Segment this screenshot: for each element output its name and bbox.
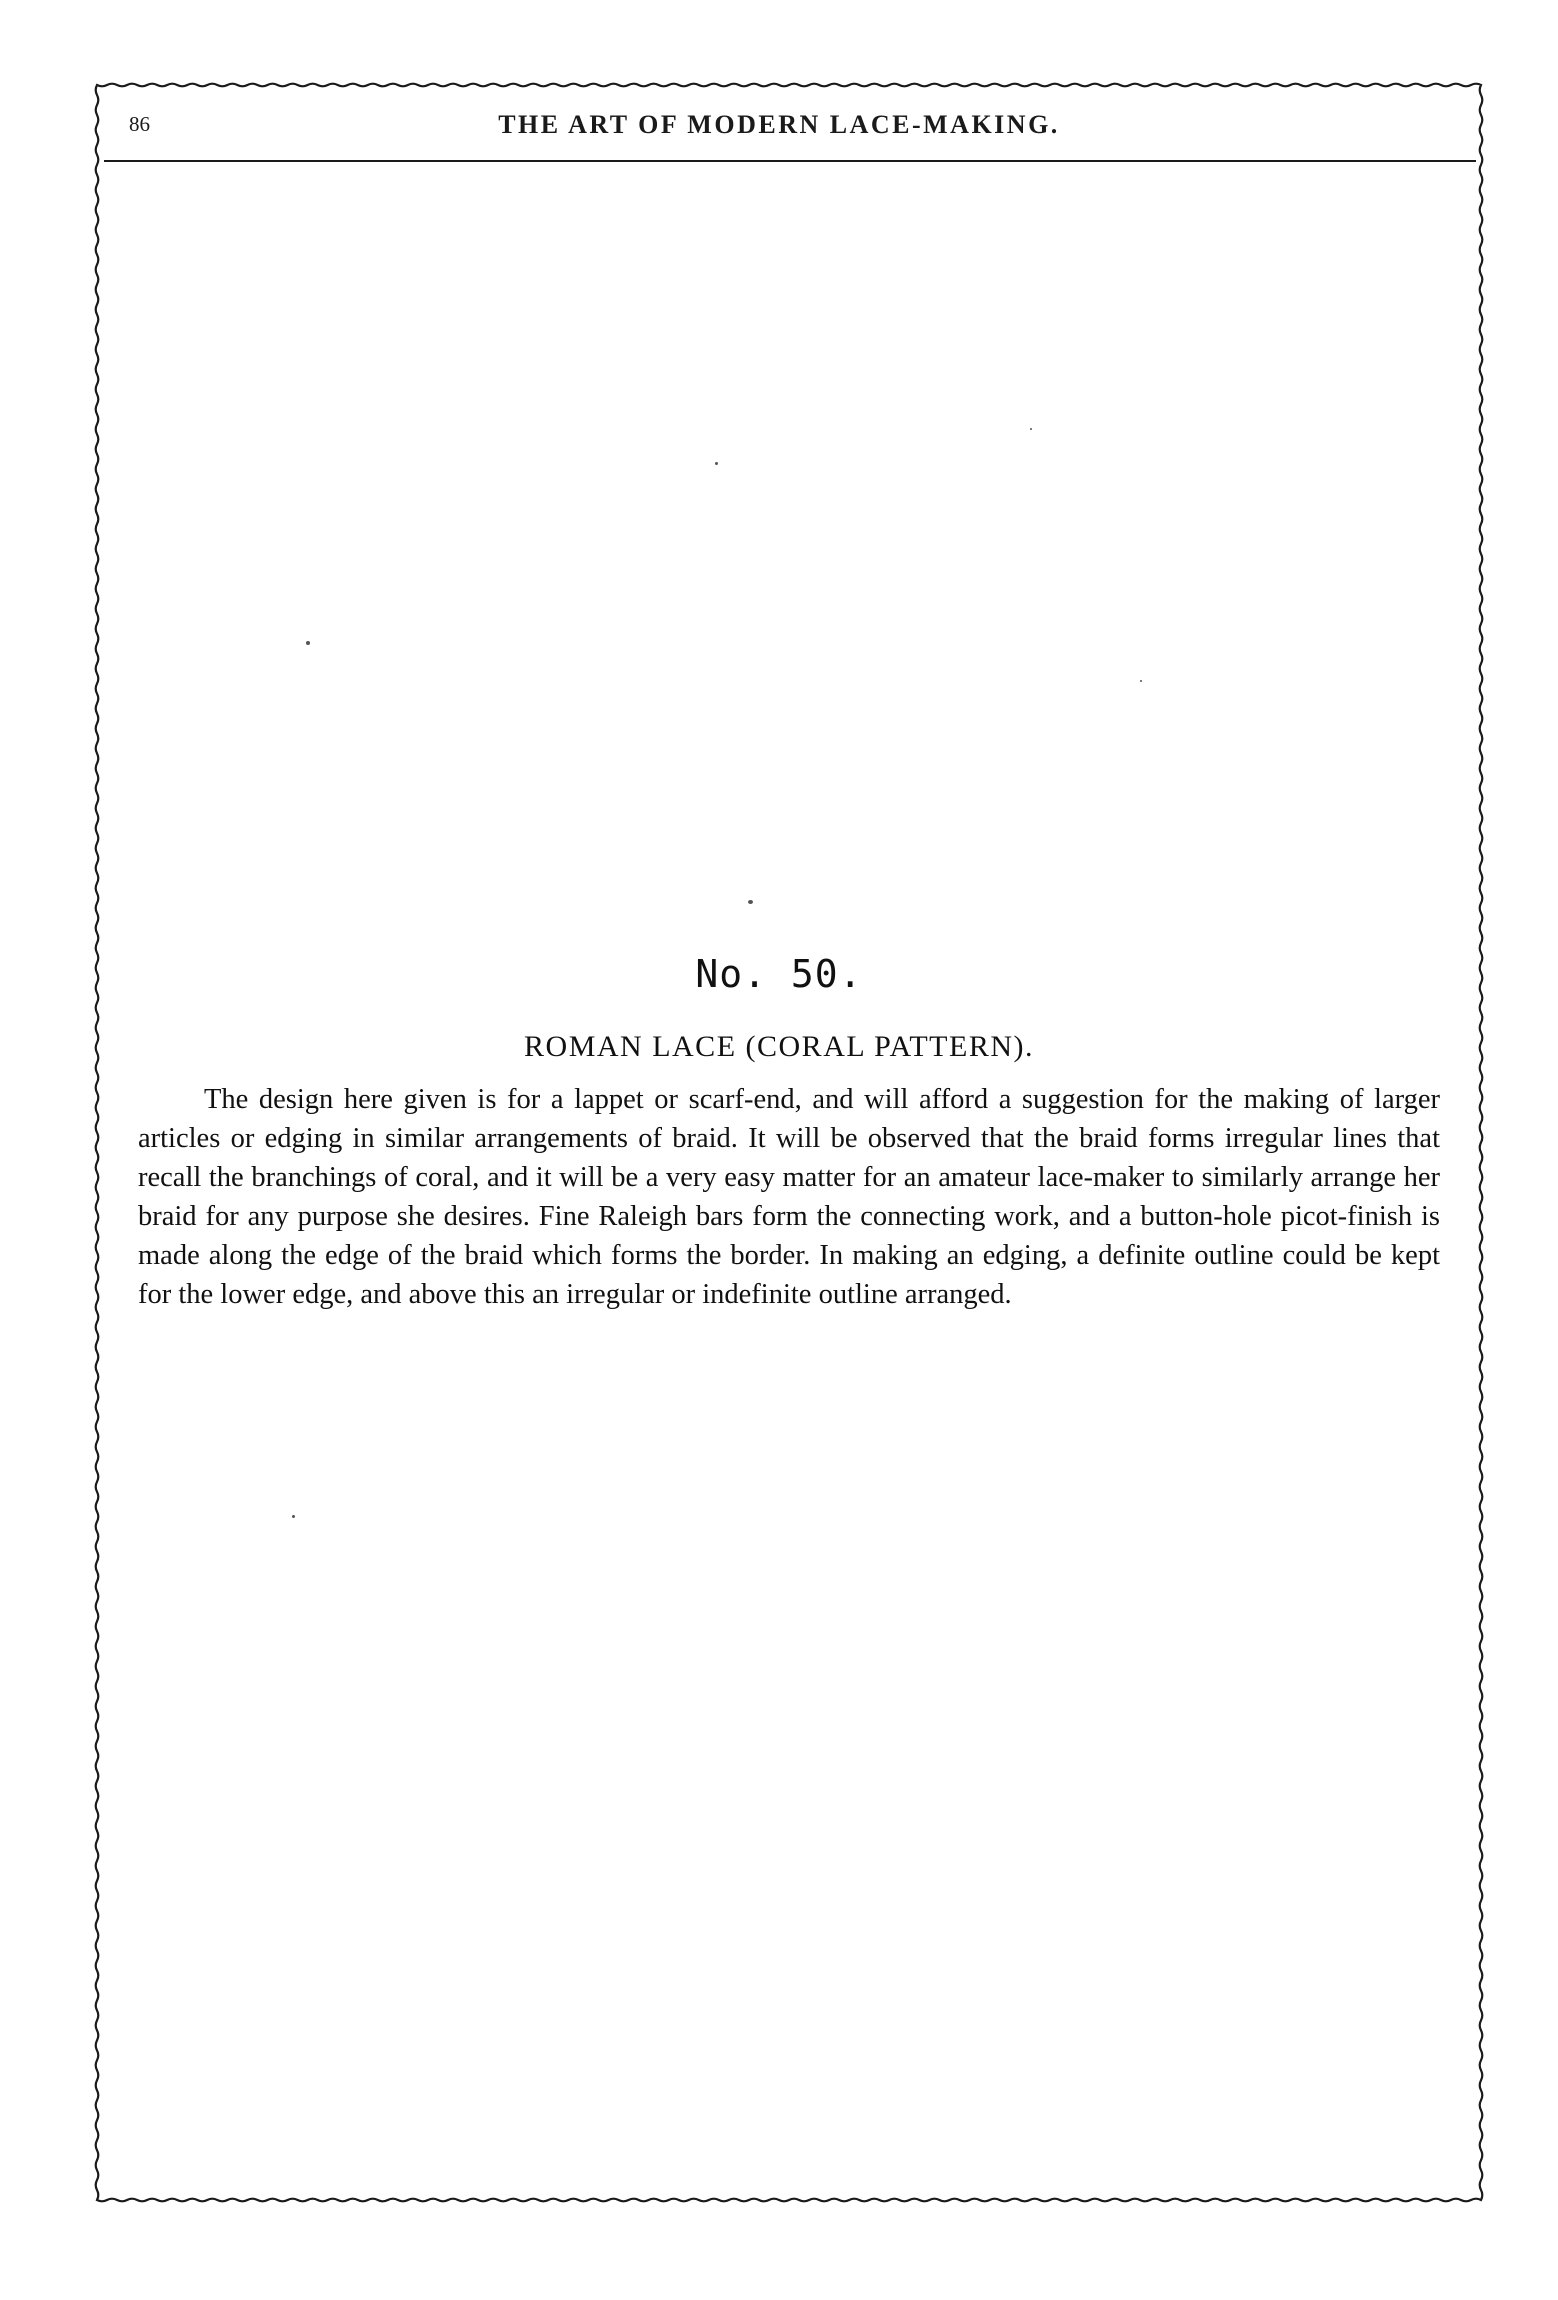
page-number: 86 — [129, 112, 150, 136]
ink-speck — [715, 462, 718, 465]
header-rule — [104, 160, 1476, 162]
ink-speck — [748, 900, 753, 904]
ink-speck — [306, 641, 310, 645]
ink-speck — [292, 1515, 295, 1518]
pattern-description: The design here given is for a lappet or scarf-end, and will afford a suggestion for the making of larger articles or edging in similar arrangements of braid. It will be observed that the braid forms irregular lines that recall the branchings of coral, and it will be a very easy matter for an amateur lace-maker to similarly arrange her braid for any purpose she desires. Fine Raleigh bars form the connecting work, and a button-hole picot-finish is made along the edge of the braid which forms the border. In making an edging, a definite outline could be kept for the lower edge, and above this an irregular or indefinite outline arranged. — [138, 1084, 1440, 1310]
ink-speck — [1140, 680, 1142, 682]
pattern-title: ROMAN LACE (CORAL PATTERN). — [524, 1030, 1034, 1063]
ink-speck — [1030, 428, 1032, 430]
running-head: THE ART OF MODERN LACE-MAKING. — [498, 110, 1060, 139]
pattern-number: No. 50. — [695, 952, 863, 996]
